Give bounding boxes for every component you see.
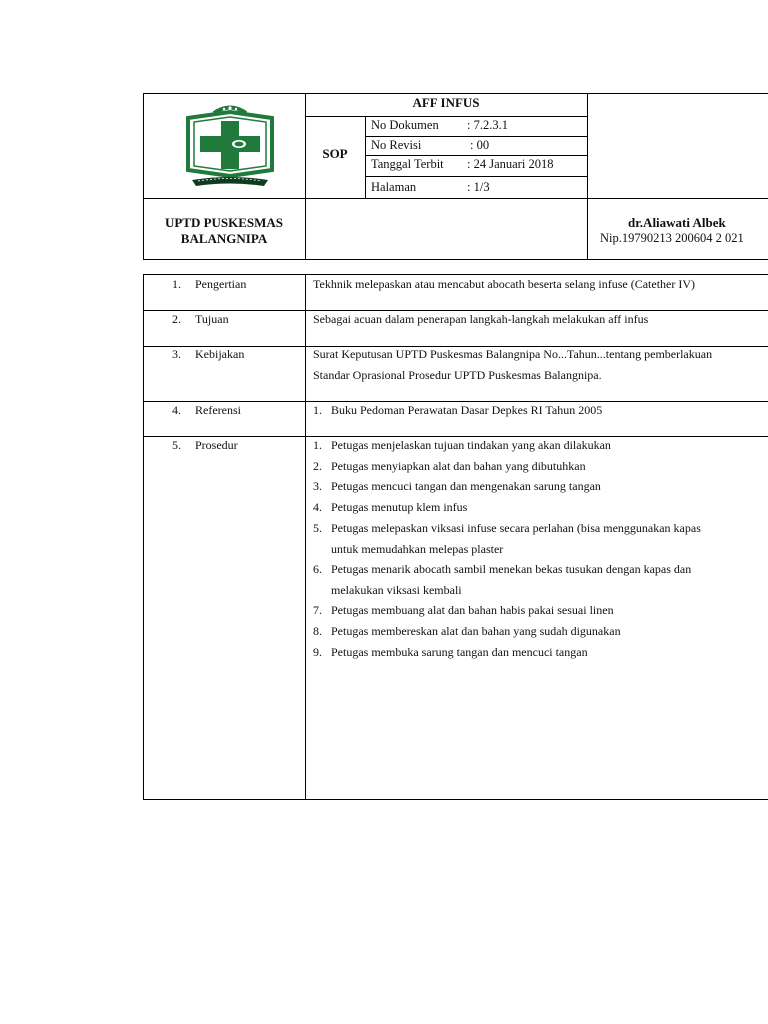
puskesmas-logo — [184, 104, 276, 188]
content-bottom-border — [143, 799, 768, 800]
meta-label: No Dokumen — [371, 118, 439, 132]
meta-divider-3 — [365, 176, 587, 177]
header-mid-border — [143, 198, 768, 199]
content-col-divider — [305, 274, 306, 800]
section-number: 3. — [172, 347, 181, 361]
header-bottom-border — [143, 259, 768, 260]
list-item: Petugas membuka sarung tangan dan mencuci tangan — [331, 645, 588, 659]
header-title-divider — [305, 116, 587, 117]
list-number: 4. — [313, 500, 322, 514]
row-divider — [143, 310, 768, 311]
meta-label: Halaman — [371, 180, 417, 194]
row-divider — [143, 401, 768, 402]
list-number: 1. — [313, 403, 322, 417]
row-divider — [143, 436, 768, 437]
header-col-divider-3 — [587, 93, 588, 260]
puskesmas-cross-logo-icon — [184, 104, 276, 188]
section-number: 5. — [172, 438, 181, 452]
header-top-border — [143, 93, 768, 94]
meta-value: : 7.2.3.1 — [467, 118, 508, 132]
list-number: 7. — [313, 603, 322, 617]
section-number: 4. — [172, 403, 181, 417]
list-item: Petugas membereskan alat dan bahan yang sudah digunakan — [331, 624, 621, 638]
section-label-pengertian: Pengertian — [195, 277, 247, 291]
meta-label: Tanggal Terbit — [371, 157, 444, 171]
list-number: 8. — [313, 624, 322, 638]
signer-name: dr.Aliawati Albek — [628, 215, 726, 230]
list-item: Buku Pedoman Perawatan Dasar Depkes RI Tahun 2005 — [331, 403, 603, 417]
list-item: Petugas menarik abocath sambil menekan bekas tusukan dengan kapas dan — [331, 562, 692, 576]
section-label-tujuan: Tujuan — [195, 312, 229, 326]
meta-value: : 1/3 — [467, 180, 490, 194]
sop-label: SOP — [322, 146, 348, 161]
list-number: 2. — [313, 459, 322, 473]
section-number: 2. — [172, 312, 181, 326]
list-item-continuation: untuk memudahkan melepas plaster — [331, 542, 504, 556]
document-title: AFF INFUS — [412, 95, 480, 110]
signer-nip: Nip.19790213 200604 2 021 — [600, 231, 744, 245]
list-item: Petugas menyiapkan alat dan bahan yang dibutuhkan — [331, 459, 586, 473]
list-item: Petugas menjelaskan tujuan tindakan yang akan dilakukan — [331, 438, 611, 452]
meta-label: No Revisi — [371, 138, 422, 152]
list-number: 9. — [313, 645, 322, 659]
content-top-border — [143, 274, 768, 275]
list-item: Petugas mencuci tangan dan mengenakan sarung tangan — [331, 479, 601, 493]
list-number: 3. — [313, 479, 322, 493]
org-name-line2: BALANGNIPA — [180, 231, 268, 246]
list-number: 5. — [313, 521, 322, 535]
section-label-prosedur: Prosedur — [195, 438, 238, 452]
section-text: Tekhnik melepaskan atau mencabut abocath beserta selang infuse (Catether IV) — [313, 277, 696, 291]
meta-value: : 24 Januari 2018 — [467, 157, 554, 171]
header-col-divider-2 — [365, 116, 366, 199]
header-col-divider-1 — [305, 93, 306, 260]
list-item: Petugas menutup klem infus — [331, 500, 468, 514]
org-name-line1: UPTD PUSKESMAS — [164, 215, 284, 230]
section-text: Sebagai acuan dalam penerapan langkah-langkah melakukan aff infus — [313, 312, 649, 326]
list-item: Petugas melepaskan viksasi infuse secara perlahan (bisa menggunakan kapas — [331, 521, 701, 535]
meta-divider-1 — [365, 136, 587, 137]
content-left-border — [143, 274, 144, 800]
section-label-kebijakan: Kebijakan — [195, 347, 245, 361]
section-text: Surat Keputusan UPTD Puskesmas Balangnipa No...Tahun...tentang pemberlakuan — [313, 347, 713, 361]
list-item-continuation: melakukan viksasi kembali — [331, 583, 462, 597]
section-label-referensi: Referensi — [195, 403, 241, 417]
list-number: 1. — [313, 438, 322, 452]
section-text: Standar Oprasional Prosedur UPTD Puskesmas Balangnipa. — [313, 368, 602, 382]
section-number: 1. — [172, 277, 181, 291]
meta-value: : 00 — [470, 138, 490, 152]
list-item: Petugas membuang alat dan bahan habis pakai sesuai linen — [331, 603, 614, 617]
list-number: 6. — [313, 562, 322, 576]
meta-divider-2 — [365, 155, 587, 156]
